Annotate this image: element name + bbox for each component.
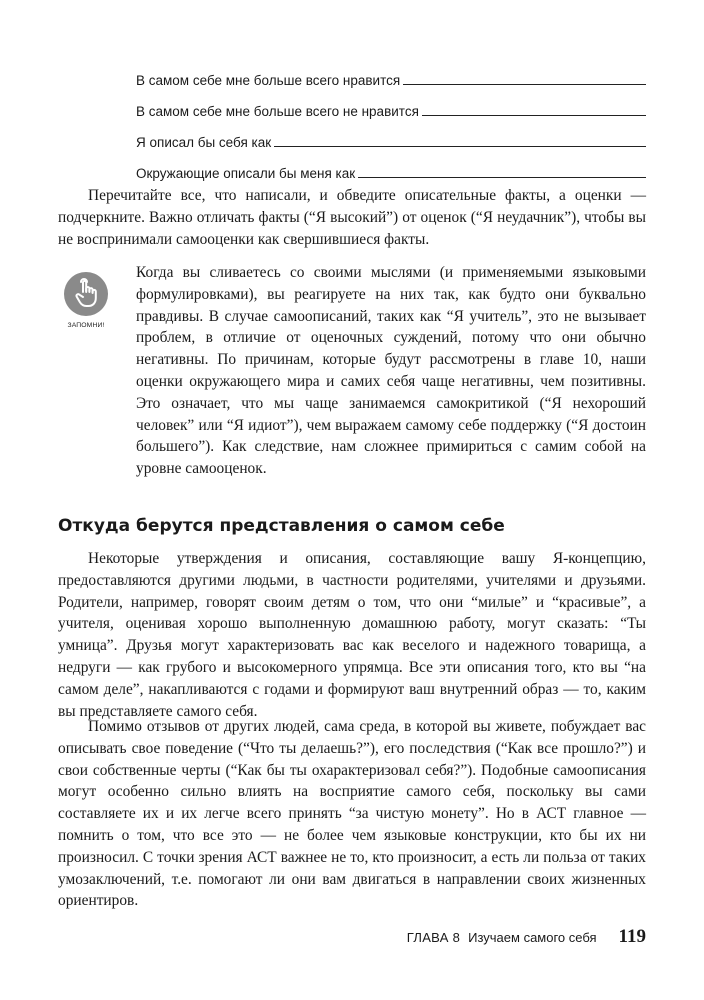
page-footer bbox=[0, 926, 646, 948]
fill-line-label: Я описал бы себя как bbox=[136, 135, 272, 150]
fill-line-label: Окружающие описали бы меня как bbox=[136, 166, 356, 181]
fill-line-blank bbox=[403, 83, 646, 85]
fill-line-label: В самом себе мне больше всего нравится bbox=[136, 73, 401, 88]
remember-label: ЗАПОМНИ! bbox=[67, 322, 105, 329]
pointing-hand-icon bbox=[64, 272, 108, 316]
paragraph-facts-vs-evaluations: Перечитайте все, что написали, и обведите описательные факты, а оценки — подчеркните. Важно отличать факты (“Я высокий”) от оценок (“Я неудачник”), чтобы вы не воспринимали самооценки как свершившиеся факты. bbox=[58, 187, 646, 248]
fill-line bbox=[136, 150, 646, 181]
paragraph-environment: Помимо отзывов от других людей, сама среда, в которой вы живете, побуждает вас описывать свое поведение (“Что ты делаешь?”), его последствия (“Как все прошло?”) и свои собственные черты (“Как бы ты охарактеризовал себя?”). Подобные самоописания могут особенно сильно влиять на восприятие самого себя, поскольку вы сами составляете их и их легче всего принять “за чистую монету”. Но в АСТ главное — помнить о том, что все это — не более чем языковые конструкции, кто бы их ни произносил. С точки зрения АСТ важнее не то, кто произносит, а есть ли польза от таких умозаключений, т.е. помогают ли они вам двигаться в направлении своих жизненных ориентиров. bbox=[58, 718, 646, 910]
paragraph-others-descriptions: Некоторые утверждения и описания, составляющие вашу Я-концепцию, предоставляются другими людьми, в частности родителями, учителями и друзьями. Родители, например, говорят своим детям о том, что они “милые” и “красивые”, а учителя, оценивая хорошо выполненную домашнюю работу, могут сказать: “Ты умница”. Друзья могут характеризовать вас как веселого и надежного товарища, а недруги — как грубого и высокомерного упрямца. Все эти описания того, кто вы “на самом деле”, накапливаются с годами и формируют ваш внутренний образ — то, каким вы представляете самого себя. bbox=[58, 550, 646, 720]
fill-line bbox=[136, 119, 646, 150]
fill-line-blank bbox=[274, 145, 646, 147]
fill-line-blank bbox=[358, 176, 646, 178]
footer-chapter-title: Изучаем самого себя bbox=[468, 930, 597, 945]
page-number: 119 bbox=[618, 926, 646, 947]
fill-line-label: В самом себе мне больше всего не нравится bbox=[136, 104, 419, 119]
fill-line-blank bbox=[422, 114, 646, 116]
note-text: Когда вы сливаетесь со своими мыслями (и применяемыми языковыми формулировками), вы реагируете на них так, как будто они буквально правдивы. В случае самоописаний, таких как “Я учитель”, это не вызывает проблем, в отличие от оценочных суждений, потому что они обычно негативны. По причинам, которые будут рассмотрены в главе 10, наши оценки окружающего мира и самих себя чаще негативны, чем позитивны. Это означает, что мы чаще занимаемся самокритикой (“Я нехороший человек” или “Я идиот”), чем выражаем самому себе поддержку (“Я достоин большего”). Как следствие, нам сложнее примириться с самим собой на уровне самооценок. bbox=[136, 264, 646, 478]
fill-line bbox=[136, 88, 646, 119]
fill-line bbox=[136, 57, 646, 88]
fill-in-lines bbox=[136, 57, 646, 181]
footer-chapter: ГЛАВА 8 bbox=[406, 930, 461, 945]
section-heading: Откуда берутся представления о самом себе bbox=[58, 516, 505, 536]
